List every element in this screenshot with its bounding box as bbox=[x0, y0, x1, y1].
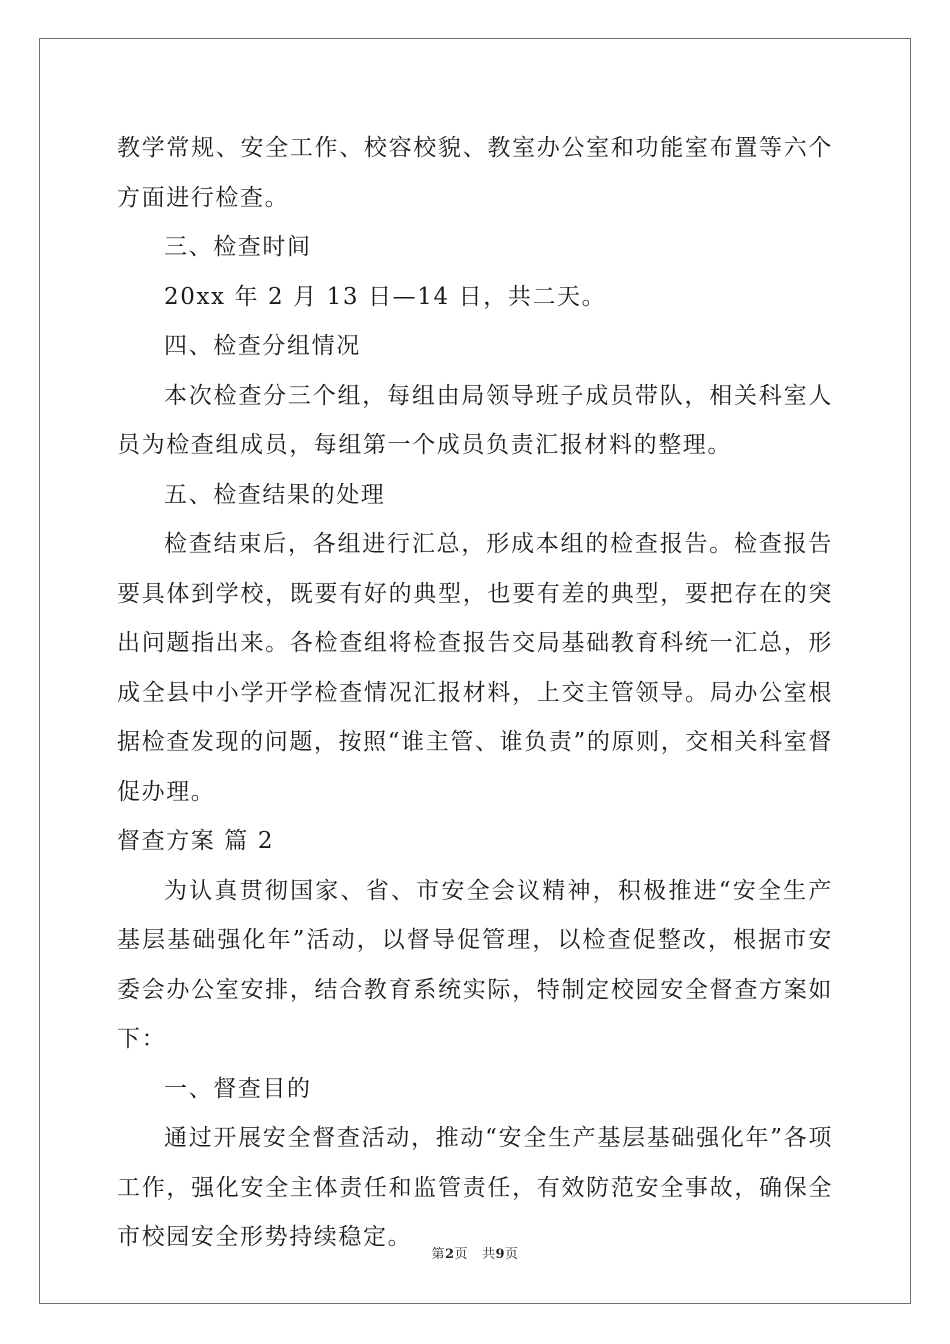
paragraph-purpose: 通过开展安全督查活动，推动“安全生产基层基础强化年”各项工作，强化安全主体责任和监管责任，有效防范安全事故，确保全市校园安全形势持续稳定。 bbox=[117, 1125, 833, 1250]
section-heading-grouping: 四、检查分组情况 bbox=[164, 333, 361, 359]
total-pages: 9 bbox=[495, 1247, 506, 1262]
paragraph-intro: 为认真贯彻国家、省、市安全会议精神，积极推进“安全生产基层基础强化年”活动，以督导促管理，以检查促整改，根据市安委会办公室安排，结合教育系统实际，特制定校园安全督查方案如下： bbox=[117, 877, 833, 1052]
section-heading-results: 五、检查结果的处理 bbox=[164, 481, 386, 508]
page-suffix: 页 bbox=[454, 1247, 469, 1262]
page-footer bbox=[0, 1246, 950, 1264]
paragraph-inspection-dates: 20xx 年 2 月 13 日—14 日，共二天。 bbox=[164, 283, 607, 310]
paragraph-1: 教学常规、安全工作、校容校貌、教室办公室和功能室布置等六个方面进行检查。 bbox=[117, 135, 833, 211]
paragraph-grouping: 本次检查分三个组，每组由局领导班子成员带队，相关科室人员为检查组成员，每组第一个成员负责汇报材料的整理。 bbox=[117, 382, 833, 458]
paragraph-results: 检查结束后，各组进行汇总，形成本组的检查报告。检查报告要具体到学校，既要有好的典型，也要有差的典型，要把存在的突出问题指出来。各检查组将检查报告交局基础教育科统一汇总，形成全县中小学开学检查情况汇报材料，上交主管领导。局办公室根据检查发现的问题，按照“谁主管、谁负责”的原则，交相关科室督促办理。 bbox=[117, 531, 833, 805]
total-suffix: 页 bbox=[505, 1247, 519, 1262]
section-heading-inspection-time: 三、检查时间 bbox=[164, 234, 312, 260]
total-prefix: 共 bbox=[481, 1247, 496, 1262]
section-heading-purpose: 一、督查目的 bbox=[164, 1075, 312, 1102]
article-title: 督查方案 篇 2 bbox=[117, 828, 275, 854]
document-body bbox=[117, 124, 833, 1263]
page-prefix: 第 bbox=[431, 1247, 445, 1262]
page-number: 2 bbox=[444, 1247, 455, 1262]
